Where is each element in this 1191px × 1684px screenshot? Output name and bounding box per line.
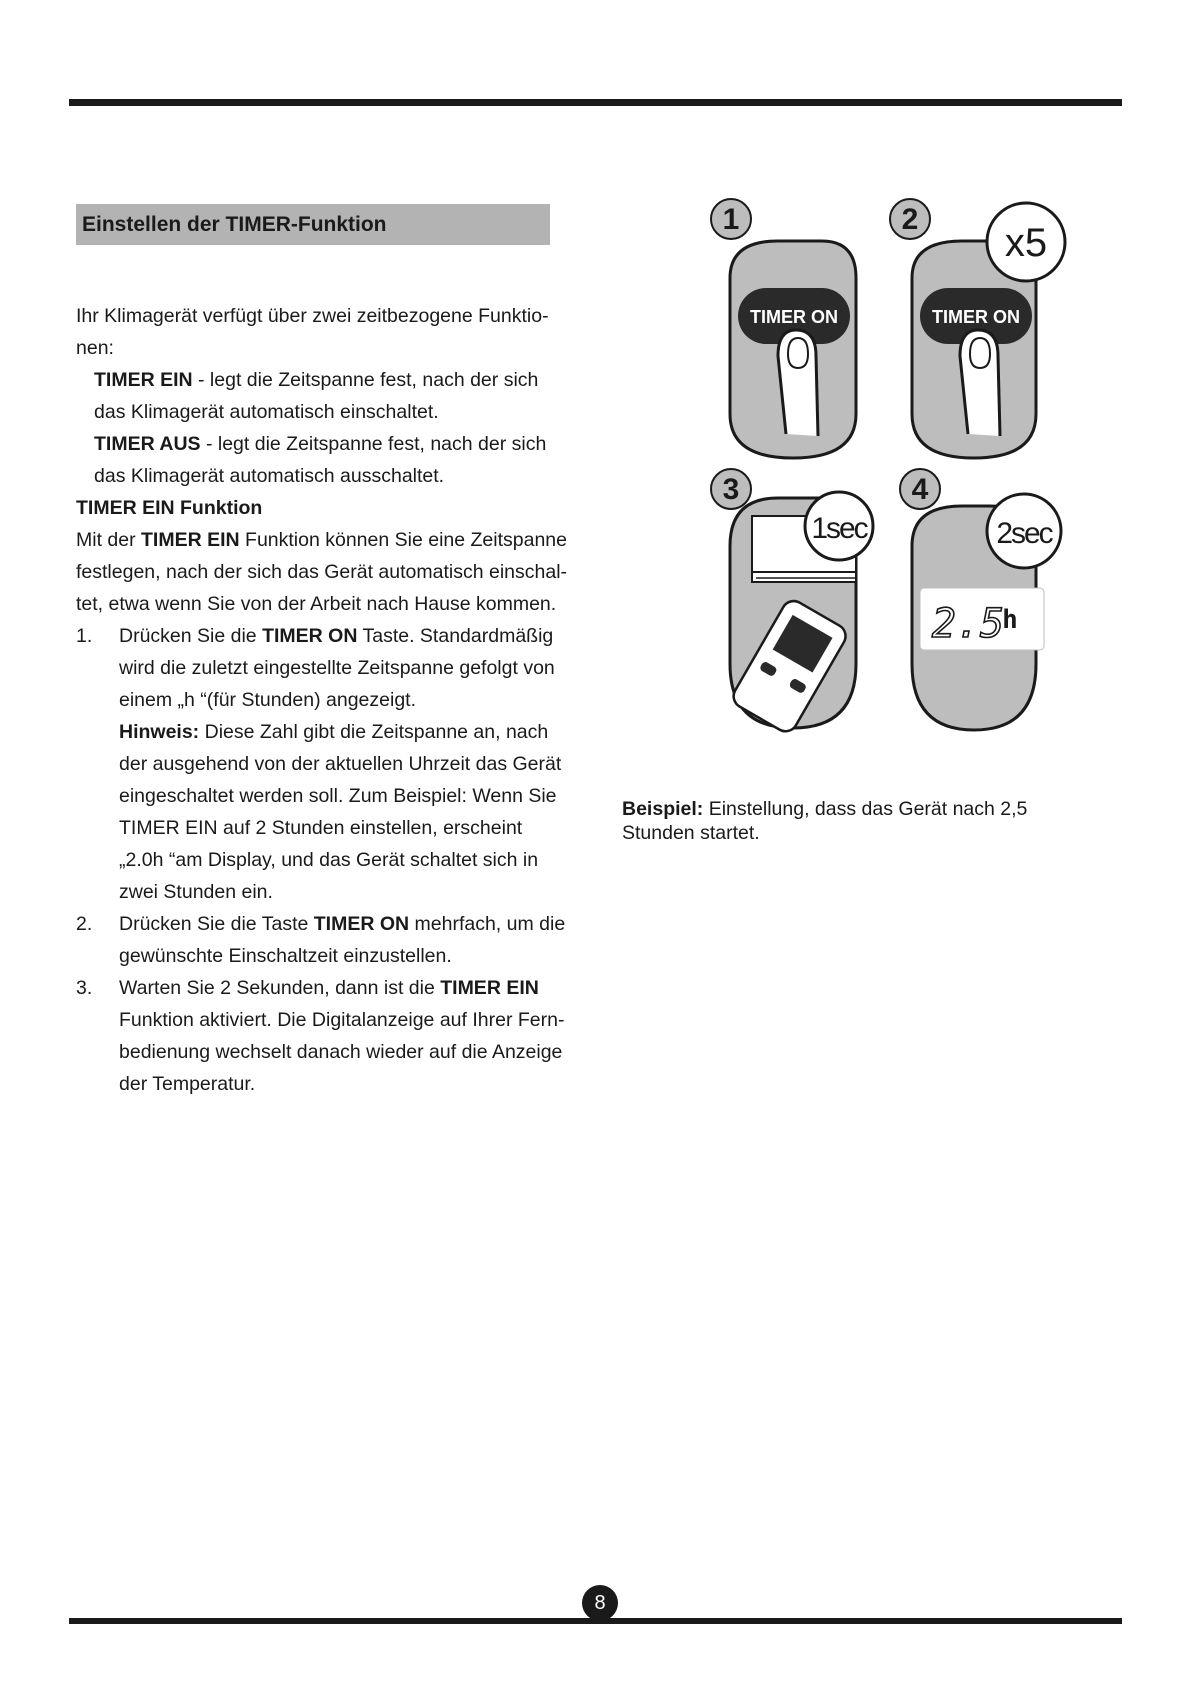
paragraph bbox=[76, 524, 596, 556]
step-post: Taste. Standardmäßig bbox=[357, 625, 554, 647]
finger-icon bbox=[778, 330, 818, 436]
step-3 bbox=[76, 972, 596, 1100]
wait-label-1: 1sec bbox=[811, 512, 867, 545]
note-text: Diese Zahl gibt die Zeitspanne an, nach bbox=[199, 721, 549, 743]
subheading: TIMER EIN Funktion bbox=[76, 497, 263, 519]
finger-icon bbox=[960, 330, 1000, 436]
top-rule bbox=[69, 99, 1122, 106]
step-line: einem „h “(für Stunden) angezeigt. bbox=[119, 689, 416, 711]
timer-off-term: TIMER AUS bbox=[94, 433, 201, 455]
example-line-2: Stunden startet. bbox=[622, 822, 760, 844]
step-label-4: 4 bbox=[911, 473, 929, 506]
example-text: Einstellung, dass das Gerät nach 2,5 bbox=[703, 798, 1028, 820]
step-line: gewünschte Einschaltzeit einzustellen. bbox=[119, 945, 452, 967]
step-label-3: 3 bbox=[722, 473, 740, 506]
step-number: 1. bbox=[76, 625, 93, 647]
timer-off-definition-2: das Klimagerät automatisch ausschaltet. bbox=[94, 465, 445, 487]
body-text bbox=[76, 300, 596, 1100]
wait-label-2: 2sec bbox=[996, 517, 1052, 550]
step-line: Funktion aktiviert. Die Digitalanzeige auf Ihrer Fern- bbox=[119, 1009, 565, 1031]
intro-line-2: nen: bbox=[76, 337, 114, 359]
step-first-line bbox=[119, 620, 596, 652]
step-pre: Drücken Sie die bbox=[119, 625, 263, 647]
step-first-line bbox=[119, 908, 596, 940]
repeat-badge-label: x5 bbox=[1004, 221, 1048, 265]
timer-on-definition-2: das Klimagerät automatisch einschaltet. bbox=[94, 401, 439, 423]
step-bold: TIMER ON bbox=[262, 625, 358, 647]
step-note bbox=[119, 716, 596, 748]
example-line-1 bbox=[622, 797, 1082, 821]
step-pre: Warten Sie 2 Sekunden, dann ist die bbox=[119, 977, 441, 999]
paragraph-pre: Mit der bbox=[76, 529, 142, 551]
step-label-1: 1 bbox=[722, 203, 740, 236]
panel-1 bbox=[711, 199, 856, 458]
step-2 bbox=[76, 908, 596, 972]
step-line: bedienung wechselt danach wieder auf die Anzeige bbox=[119, 1041, 563, 1063]
display-unit: h bbox=[1002, 605, 1018, 635]
paragraph-line-3: tet, etwa wenn Sie von der Arbeit nach Hause kommen. bbox=[76, 593, 557, 615]
paragraph-post: Funktion können Sie eine Zeitspanne bbox=[239, 529, 567, 551]
panel-4 bbox=[900, 469, 1061, 730]
step-number: 3. bbox=[76, 977, 93, 999]
section-title: Einstellen der TIMER-Funktion bbox=[76, 204, 550, 245]
timer-on-label-1: TIMER ON bbox=[750, 307, 838, 327]
timer-on-text: - legt die Zeitspanne fest, nach der sich bbox=[192, 369, 539, 391]
step-bold: TIMER ON bbox=[313, 913, 410, 935]
display-value: 2.5 bbox=[931, 601, 1005, 647]
step-bold: TIMER EIN bbox=[440, 977, 539, 999]
step-line: der Temperatur. bbox=[119, 1073, 256, 1095]
note-line: eingeschaltet werden soll. Zum Beispiel: Wenn Sie bbox=[119, 785, 557, 807]
timer-on-label-2: TIMER ON bbox=[932, 307, 1020, 327]
bottom-rule bbox=[69, 1618, 1122, 1624]
timer-on-definition bbox=[76, 364, 596, 396]
note-label: Hinweis: bbox=[119, 721, 200, 743]
example-label: Beispiel: bbox=[622, 798, 704, 820]
step-post: mehrfach, um die bbox=[409, 913, 566, 935]
step-label-2: 2 bbox=[901, 203, 919, 236]
paragraph-line-2: festlegen, nach der sich das Gerät automatisch einschal- bbox=[76, 561, 568, 583]
step-1 bbox=[76, 620, 596, 908]
example-caption bbox=[622, 797, 1082, 845]
timer-off-definition bbox=[76, 428, 596, 460]
panel-3 bbox=[711, 469, 873, 736]
step-number: 2. bbox=[76, 913, 93, 935]
note-line: TIMER EIN auf 2 Stunden einstellen, erscheint bbox=[119, 817, 523, 839]
step-pre: Drücken Sie die Taste bbox=[119, 913, 314, 935]
note-line: zwei Stunden ein. bbox=[119, 881, 273, 903]
panel-2 bbox=[890, 199, 1065, 458]
timer-on-term: TIMER EIN bbox=[94, 369, 193, 391]
intro-line: Ihr Klimagerät verfügt über zwei zeitbezogene Funktio- bbox=[76, 305, 549, 327]
timer-illustration bbox=[700, 196, 1100, 736]
note-line: der ausgehend von der aktuellen Uhrzeit das Gerät bbox=[119, 753, 562, 775]
paragraph-bold: TIMER EIN bbox=[141, 529, 240, 551]
timer-off-text: - legt die Zeitspanne fest, nach der sich bbox=[200, 433, 547, 455]
page-number: 8 bbox=[582, 1585, 618, 1621]
note-line: „2.0h “am Display, und das Gerät schaltet sich in bbox=[119, 849, 539, 871]
step-line: wird die zuletzt eingestellte Zeitspanne gefolgt von bbox=[119, 657, 555, 679]
step-first-line bbox=[119, 972, 596, 1004]
